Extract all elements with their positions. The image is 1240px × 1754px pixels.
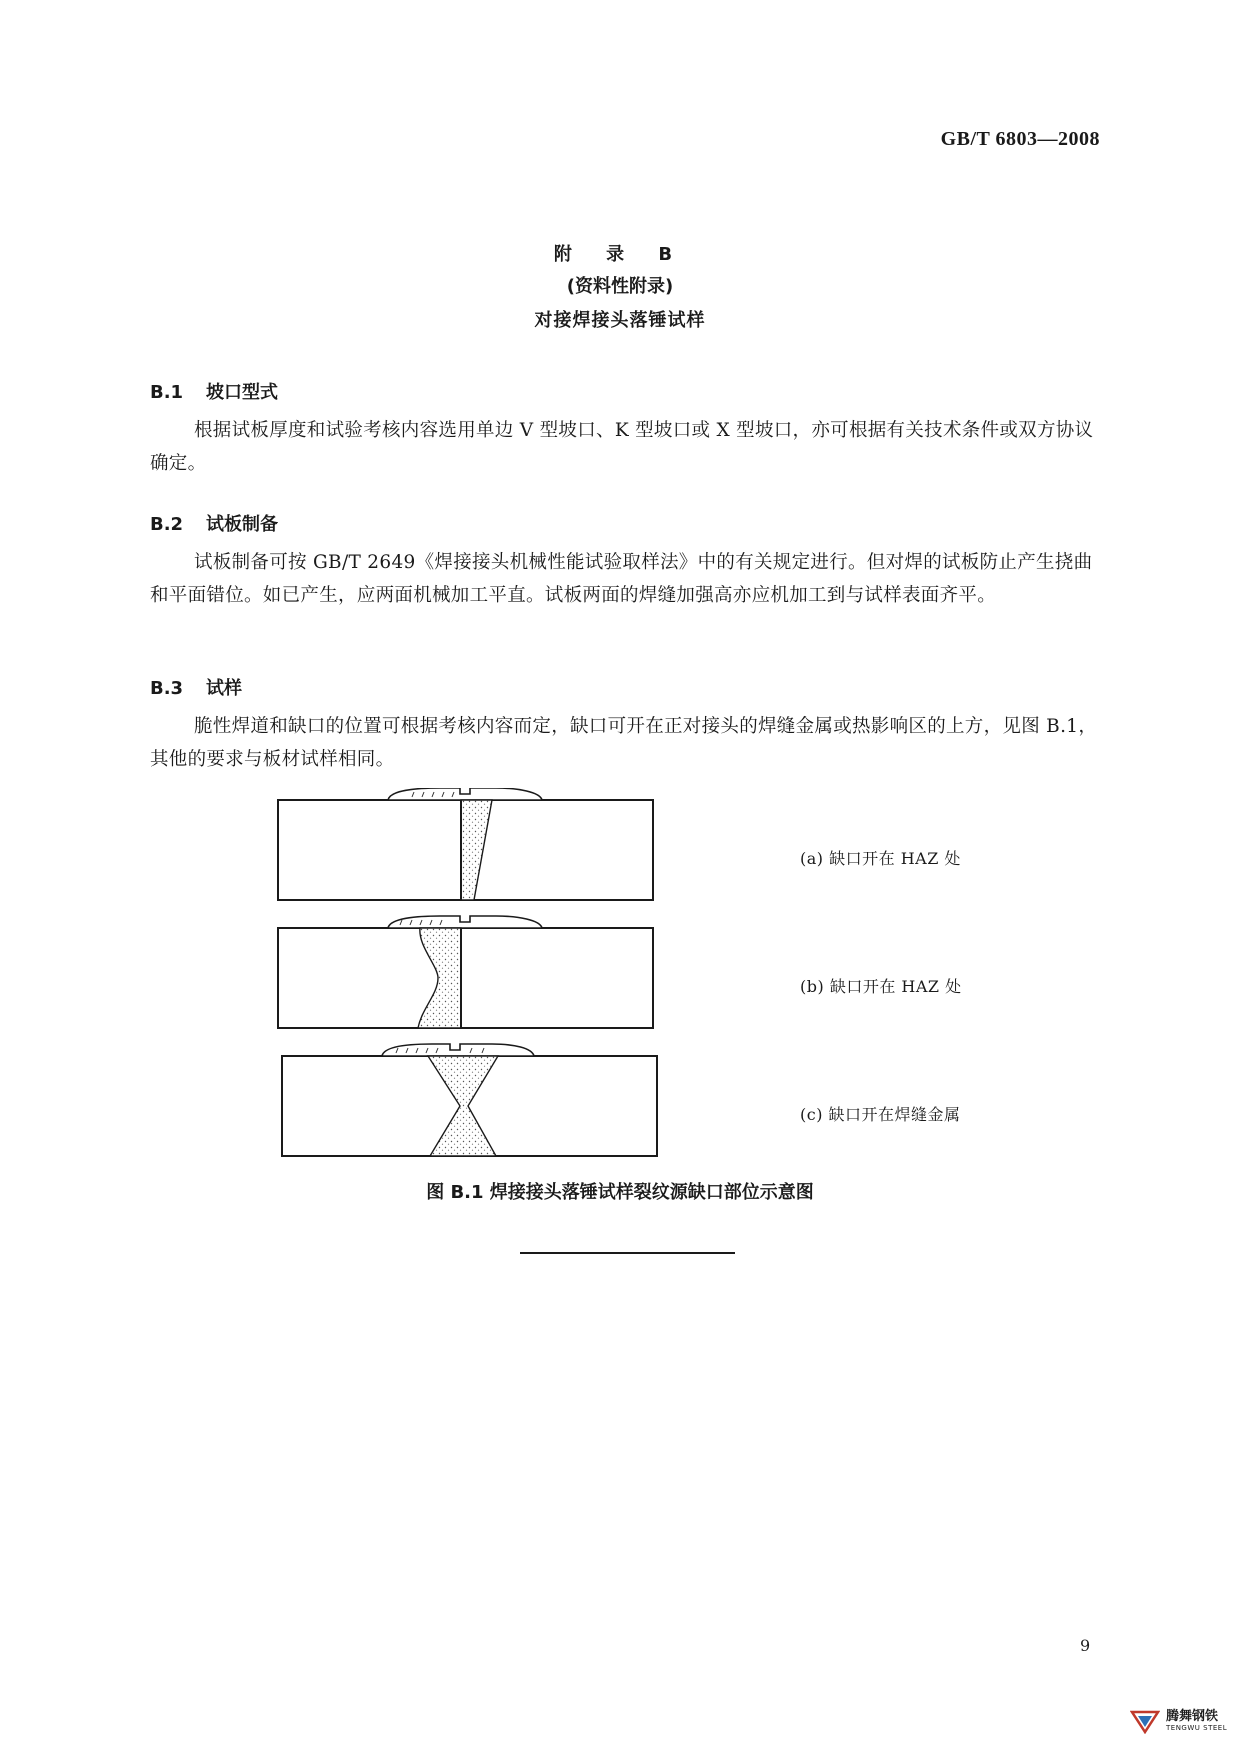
- section-title: 试板制备: [206, 514, 278, 535]
- specimen-panel-b: [278, 916, 653, 1028]
- panel-label-a: (a) 缺口开在 HAZ 处: [800, 849, 961, 868]
- standard-code: GB/T 6803—2008: [940, 128, 1100, 150]
- section-paragraph-b2: 试板制备可按 GB/T 2649《焊接接头机械性能试验取样法》中的有关规定进行。但对焊的试板防止产生挠曲和平面错位。如已产生，应两面机械加工平直。试板两面的焊缝加强高亦应机加工到与试样表面齐平。: [150, 552, 1093, 606]
- logo-name: 腾舞钢铁: [1166, 1709, 1219, 1724]
- publisher-logo: [1130, 1708, 1227, 1734]
- steel-logo-icon: [1130, 1708, 1160, 1734]
- specimen-panel-a: [278, 788, 653, 900]
- logo-subtitle: TENGWU STEEL: [1166, 1724, 1228, 1732]
- appendix-subtitle: (资料性附录): [566, 276, 674, 297]
- panel-label-c: (c) 缺口开在焊缝金属: [800, 1105, 961, 1124]
- section-paragraph-b3: 脆性焊道和缺口的位置可根据考核内容而定，缺口可开在正对接头的焊缝金属或热影响区的上方，见图 B.1，其他的要求与板材试样相同。: [150, 716, 1098, 770]
- appendix-heading: 对接焊接头落锤试样: [534, 310, 706, 331]
- section-heading-b3: [150, 674, 242, 700]
- section-title: 试样: [206, 678, 242, 699]
- section-paragraph-b1: 根据试板厚度和试验考核内容选用单边 V 型坡口、K 型坡口或 X 型坡口，亦可根据有关技术条件或双方协议确定。: [150, 420, 1094, 474]
- page-number: 9: [1080, 1636, 1091, 1655]
- weld-notch-figure: [270, 788, 670, 1163]
- section-title: 坡口型式: [206, 382, 278, 403]
- appendix-title: 附 录 B: [553, 244, 687, 265]
- figure-caption: 图 B.1 焊接接头落锤试样裂纹源缺口部位示意图: [426, 1182, 814, 1203]
- panel-label-b: (b) 缺口开在 HAZ 处: [800, 977, 962, 996]
- section-heading-b2: [150, 510, 278, 536]
- section-number: B.2: [150, 514, 184, 535]
- section-number: B.1: [150, 382, 184, 403]
- specimen-panel-c: [282, 1044, 657, 1156]
- section-heading-b1: [150, 378, 278, 404]
- end-divider: [520, 1252, 735, 1254]
- section-number: B.3: [150, 678, 184, 699]
